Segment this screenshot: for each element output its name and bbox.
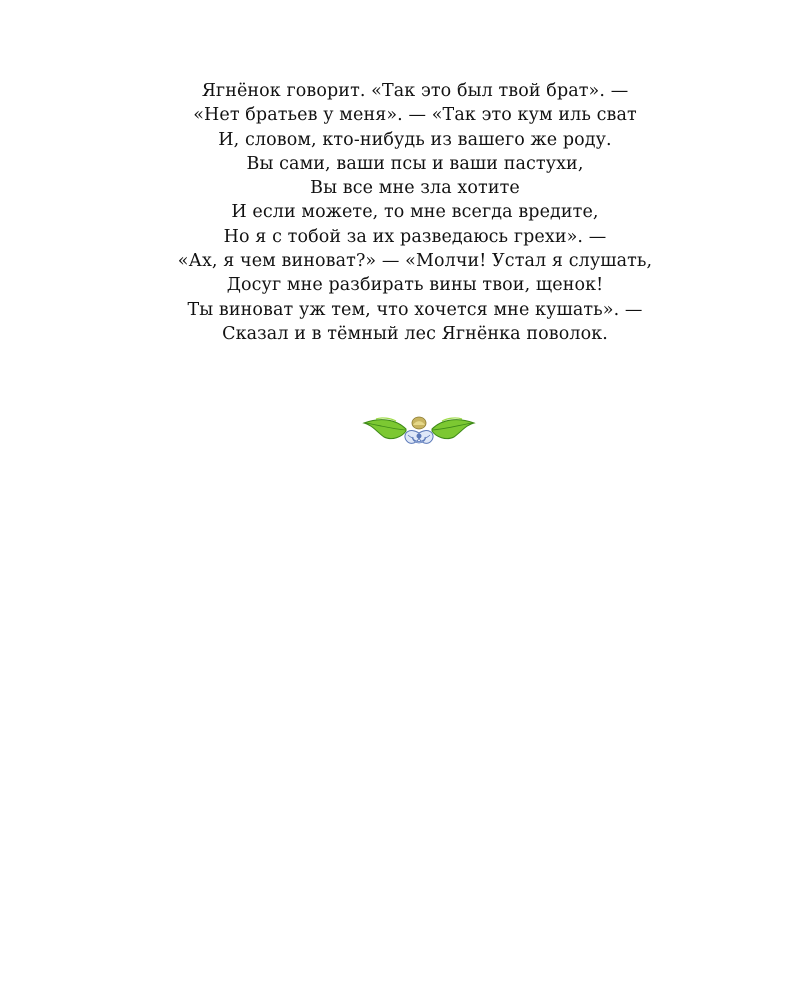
poem-line: Ягнёнок говорит. «Так это был твой брат». — <box>201 81 629 101</box>
poem-text <box>0 79 800 346</box>
flower-icon <box>405 431 433 444</box>
poem-line: И если можете, то мне всегда вредите, <box>231 202 599 223</box>
poem-line: Ты виноват уж тем, что хочется мне кушать». — <box>187 299 643 320</box>
poem-line: Досуг мне разбирать вины твои, щенок! <box>226 275 604 296</box>
poem-line: Вы сами, ваши псы и ваши пастухи, <box>246 153 584 174</box>
poem-line: «Ах, я чем виноват?» — «Молчи! Устал я слушать, <box>177 251 653 272</box>
poem-line: Вы все мне зла хотите <box>310 178 520 199</box>
poem-line: И, словом, кто-нибудь из вашего же роду. <box>218 129 612 150</box>
poem-line: Сказал и в тёмный лес Ягнёнка поволок. <box>222 323 608 344</box>
floral-vignette-icon <box>362 413 476 449</box>
poem-line: Но я с тобой за их разведаюсь грехи». — <box>223 226 607 247</box>
poem-line: «Нет братьев у меня». — «Так это кум иль сват <box>193 105 637 126</box>
